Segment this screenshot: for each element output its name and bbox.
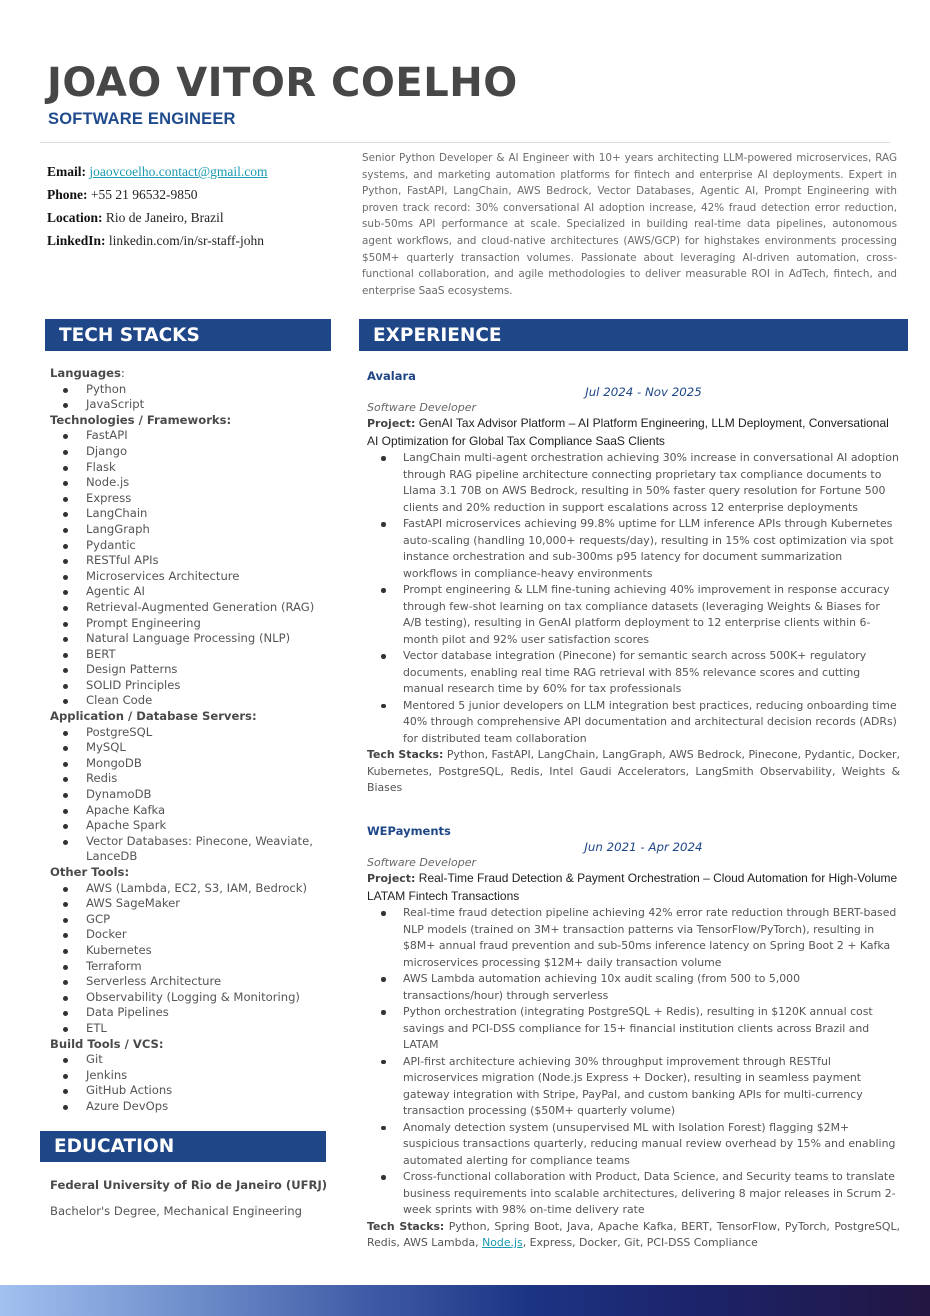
list-item: Vector database integration (Pinecone) for semantic search across 500K+ regulatory documents, enabling real time RAG retrieval with 85% relevance scores and cutting manual research time by 60% for tax professionals [367,648,900,698]
experience-entry-wepayments [367,823,900,1252]
list-item: DynamoDB [50,787,340,803]
achievement-list [367,450,900,747]
list-item: Python [50,382,340,398]
tech-stacks-line: Tech Stacks: Python, Spring Boot, Java, Apache Kafka, BERT, TensorFlow, PyTorch, PostgreSQL, Redis, AWS Lambda, Node.js, Express, Docker, Git, PCI-DSS Compliance [367,1219,900,1249]
contact-linkedin [47,231,268,254]
list-item: AWS SageMaker [50,896,340,912]
servers-list [50,725,340,865]
phone-value: +55 21 96532-9850 [90,187,198,202]
list-item: Agentic AI [50,584,340,600]
list-item: Cross-functional collaboration with Product, Data Science, and Security teams to translate business requirements into scalable architectures, delivering 8 major releases in Scrum 2-week sprints with 98% on-time delivery rate [367,1169,900,1219]
list-item: Express [50,491,340,507]
project-description: Project: GenAI Tax Advisor Platform – AI Platform Engineering, LLM Deployment, Conversational AI Optimization for Global Tax Compliance SaaS Clients [367,416,889,448]
list-item: Vector Databases: Pinecone, Weaviate, LanceDB [50,834,340,865]
list-item: SOLID Principles [50,678,340,694]
section-header-experience: EXPERIENCE [359,319,908,351]
list-item: LangChain multi-agent orchestration achieving 30% increase in conversational AI adoption through RAG pipeline architecture connecting proprietary tax compliance documents to Llama 3.1 70B on AWS Bedrock, resulting in 50% faster query resolution for Fortune 500 clients and 20% reduction in support escalations across 12 enterprise deployments [367,450,900,516]
list-item: Design Patterns [50,662,340,678]
list-item: Anomaly detection system (unsupervised ML with Isolation Forest) flagging $2M+ suspicious transactions quarterly, reducing manual review overhead by 15% and enabling automated alerting for compliance teams [367,1120,900,1170]
list-item: BERT [50,647,340,663]
list-item: Node.js [50,475,340,491]
list-item: Retrieval-Augmented Generation (RAG) [50,600,340,616]
linkedin-label: LinkedIn: [47,233,106,248]
list-item: GCP [50,912,340,928]
degree: Bachelor's Degree, Mechanical Engineering [50,1204,302,1218]
experience-entry-avalara [367,368,900,797]
list-item: Django [50,444,340,460]
candidate-name: JOAO VITOR COELHO [47,60,518,106]
header-divider [40,142,890,143]
list-item: Azure DevOps [50,1099,340,1115]
list-item: AWS Lambda automation achieving 10x audit scaling (from 500 to 5,000 transactions/hour) through serverless [367,971,900,1004]
professional-summary: Senior Python Developer & AI Engineer with 10+ years architecting LLM-powered microservices, RAG systems, and marketing automation platforms for fintech and enterprise AI deployments. Expert in Python, FastAPI, LangChain, AWS Bedrock, Vector Databases, Agentic AI, Prompt Engineering with proven track record: 30% conversational AI adoption increase, 42% fraud detection error reduction, sub-50ms API performance at scale. Specialized in building real-time data pipelines, autonomous agent workflows, and cloud-native architectures (AWS/GCP) for highstakes environments processing $50M+ quarterly transaction volumes. Passionate about leveraging AI-driven automation, cross-functional collaboration, and agile methodologies to deliver measurable ROI in AdTech, fintech, and enterprise SaaS ecosystems. [362,152,897,297]
list-item: Apache Spark [50,818,340,834]
school-name: Federal University of Rio de Janeiro (UFRJ) [50,1178,328,1192]
list-item: Apache Kafka [50,803,340,819]
list-item: MongoDB [50,756,340,772]
list-item: MySQL [50,740,340,756]
company-name: Avalara [367,369,416,383]
contact-email [47,162,268,185]
footer-gradient-bar [0,1285,930,1316]
list-item: API-first architecture achieving 30% throughput improvement through RESTful microservices migration (Node.js Express + Docker), resulting in seamless payment gateway integration with Stripe, PayPal, and custom banking APIs for multi-currency transaction processing ($50M+ quarterly volume) [367,1054,900,1120]
list-item: Pydantic [50,538,340,554]
tech-stacks-line: Tech Stacks: Python, FastAPI, LangChain, LangGraph, AWS Bedrock, Pinecone, Pydantic, Docker, Kubernetes, PostgreSQL, Redis, Intel Gaudi Accelerators, LangSmith Observability, Weights & Biases [367,748,900,794]
section-header-tech-stacks: TECH STACKS [45,319,331,351]
section-header-education: EDUCATION [40,1131,326,1162]
candidate-role: SOFTWARE ENGINEER [48,110,236,128]
list-item: PostgreSQL [50,725,340,741]
list-item: JavaScript [50,397,340,413]
job-title: Software Developer [367,856,476,869]
list-item: Python orchestration (integrating PostgreSQL + Redis), resulting in $120K annual cost savings and PCI-DSS compliance for 15+ financial institution clients across Brazil and LATAM [367,1004,900,1054]
list-item: Flask [50,460,340,476]
email-label: Email: [47,164,86,179]
contact-location [47,208,268,231]
frameworks-list [50,428,340,709]
build-tools-list [50,1052,340,1114]
company-name: WEPayments [367,824,451,838]
location-label: Location: [47,210,103,225]
list-item: ETL [50,1021,340,1037]
list-item: AWS (Lambda, EC2, S3, IAM, Bedrock) [50,881,340,897]
category-languages: Languages: [50,366,125,380]
job-title: Software Developer [367,401,476,414]
list-item: LangChain [50,506,340,522]
list-item: Jenkins [50,1068,340,1084]
list-item: Microservices Architecture [50,569,340,585]
tech-stacks-list [50,366,340,1115]
list-item: Git [50,1052,340,1068]
list-item: Prompt engineering & LLM fine-tuning achieving 40% improvement in response accuracy through few-shot learning on tax compliance datasets (leveraging Weights & Biases for A/B testing), resulting in GenAI platform deployment to 12 enterprise clients within 6-month pilot and 92% user satisfaction scores [367,582,900,648]
category-servers: Application / Database Servers: [50,709,257,724]
phone-label: Phone: [47,187,88,202]
project-description: Project: Real-Time Fraud Detection & Payment Orchestration – Cloud Automation for High-Volume LATAM Fintech Transactions [367,871,898,903]
category-other-tools: Other Tools: [50,865,130,879]
contact-block [47,162,268,254]
list-item: Clean Code [50,693,340,709]
list-item: LangGraph [50,522,340,538]
list-item: GitHub Actions [50,1083,340,1099]
email-link[interactable]: joaovcoelho.contact@gmail.com [89,164,268,179]
list-item: Serverless Architecture [50,974,340,990]
list-item: FastAPI [50,428,340,444]
education-entry [50,1177,327,1219]
list-item: Observability (Logging & Monitoring) [50,990,340,1006]
list-item: FastAPI microservices achieving 99.8% uptime for LLM inference APIs through Kubernetes auto-scaling (handling 10,000+ requests/day), resulting in 15% cost optimization via spot instance orchestration and sub-300ms p95 latency for document summarization workflows in compliance-heavy environments [367,516,900,582]
linkedin-value: linkedin.com/in/sr-staff-john [108,233,264,248]
languages-list [50,382,340,413]
list-item: Mentored 5 junior developers on LLM integration best practices, reducing onboarding time 40% through comprehensive API documentation and architectural decision records (ADRs) for distributed team collaboration [367,698,900,748]
list-item: Data Pipelines [50,1005,340,1021]
other-tools-list [50,881,340,1037]
list-item: Terraform [50,959,340,975]
category-frameworks: Technologies / Frameworks: [50,412,232,427]
list-item: Docker [50,927,340,943]
contact-phone [47,185,268,208]
employment-dates: Jul 2024 - Nov 2025 [585,385,702,399]
employment-dates: Jun 2021 - Apr 2024 [584,840,703,854]
list-item: Natural Language Processing (NLP) [50,631,340,647]
list-item: Real-time fraud detection pipeline achieving 42% error rate reduction through BERT-based NLP models (trained on 3M+ transaction patterns via TensorFlow/PyTorch), resulting in $8M+ annual fraud prevention and sub-50ms inference latency on Spring Boot 2 + Kafka microservices processing $12M+ daily transaction volume [367,905,900,971]
category-build-tools: Build Tools / VCS: [50,1036,164,1051]
list-item: Redis [50,771,340,787]
list-item: RESTful APIs [50,553,340,569]
achievement-list [367,905,900,1219]
nodejs-link[interactable]: Node.js [482,1236,523,1249]
location-value: Rio de Janeiro, Brazil [105,210,224,225]
list-item: Kubernetes [50,943,340,959]
list-item: Prompt Engineering [50,616,340,632]
